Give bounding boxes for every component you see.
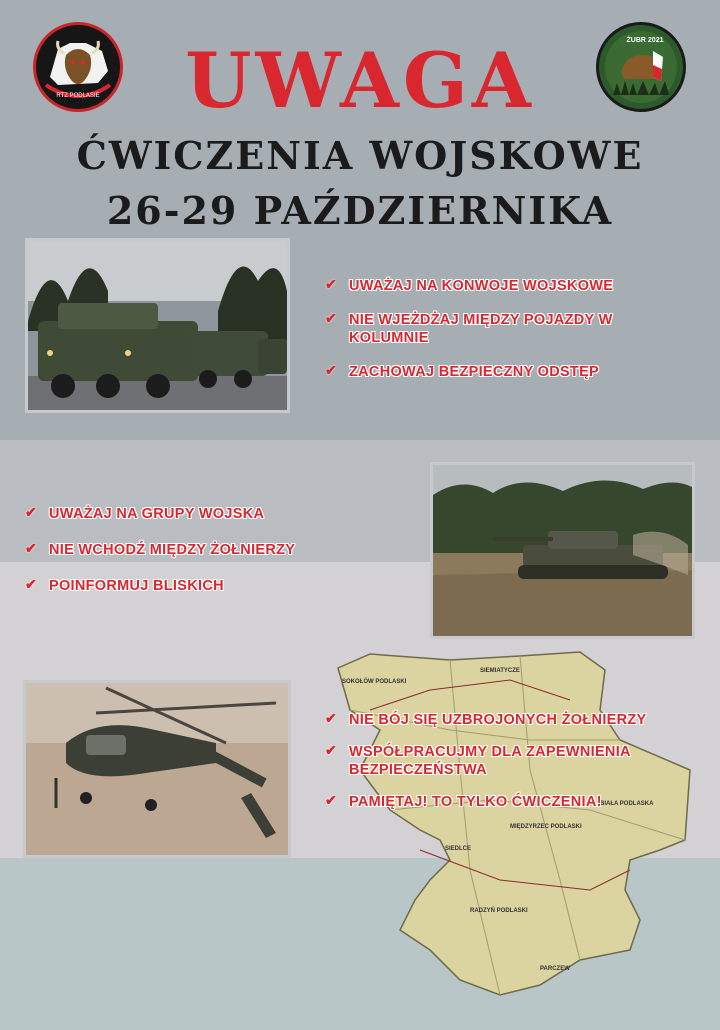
- check-icon: ✔: [25, 540, 37, 556]
- list-item: [325, 711, 705, 729]
- bullet-text: UWAŻAJ NA KONWOJE WOJSKOWE: [349, 278, 614, 294]
- logo-left-text: RTZ PODLASIE: [56, 93, 100, 99]
- bullet-text: UWAŻAJ NA GRUPY WOJSKA: [49, 506, 265, 522]
- bullet-list-troops: [25, 505, 405, 595]
- map-label: PARCZEW: [540, 966, 570, 972]
- page-title: UWAGA: [185, 36, 535, 125]
- list-item: [325, 363, 695, 381]
- list-item: [325, 793, 705, 811]
- map-label: BIAŁA PODLASKA: [600, 801, 654, 807]
- bullet-text: NIE WCHODŹ MIĘDZY ŻOŁNIERZY: [49, 542, 296, 558]
- bullet-list-convoy: [325, 277, 695, 381]
- bullet-text: WSPÓŁPRACUJMY DLA ZAPEWNIENIA BEZPIECZEŃSTWA: [349, 744, 631, 778]
- map-label: SIEDLCE: [445, 846, 472, 852]
- check-icon: ✔: [325, 362, 337, 378]
- check-icon: ✔: [325, 710, 337, 726]
- check-icon: ✔: [325, 742, 337, 758]
- check-icon: ✔: [325, 276, 337, 292]
- check-icon: ✔: [325, 310, 337, 326]
- bullet-text: NIE BÓJ SIĘ UZBROJONYCH ŻOŁNIERZY: [349, 712, 647, 728]
- list-item: [25, 577, 405, 595]
- list-item: [325, 311, 695, 347]
- map-label: SOKOŁÓW PODLASKI: [342, 679, 407, 685]
- check-icon: ✔: [25, 504, 37, 520]
- bullet-text: NIE WJEŻDŻAJ MIĘDZY POJAZDY W KOLUMNIE: [349, 312, 613, 346]
- region-map: [330, 650, 694, 1000]
- helicopter-photo: [23, 680, 291, 858]
- bullet-text: ZACHOWAJ BEZPIECZNY ODSTĘP: [349, 364, 600, 380]
- check-icon: ✔: [25, 576, 37, 592]
- map-label: RADZYŃ PODLASKI: [470, 908, 528, 914]
- list-item: [325, 277, 695, 295]
- bullet-text: PAMIĘTAJ! TO TYLKO ĆWICZENIA!: [349, 794, 602, 810]
- list-item: [325, 743, 705, 779]
- page-subtitle-line2: 26-29 PAŹDZIERNIKA: [106, 188, 614, 233]
- page-subtitle-line1: ĆWICZENIA WOJSKOWE: [76, 133, 644, 178]
- logo-right-text: ŻUBR 2021: [626, 37, 664, 44]
- bullet-text: POINFORMUJ BLISKICH: [49, 578, 224, 594]
- check-icon: ✔: [325, 792, 337, 808]
- map-label: MIĘDZYRZEC PODLASKI: [510, 824, 582, 830]
- list-item: [25, 541, 405, 559]
- tank-field-photo: [430, 462, 695, 639]
- list-item: [25, 505, 405, 523]
- map-label: SIEMIATYCZE: [480, 668, 520, 674]
- bullet-list-cooperation: [325, 711, 705, 811]
- armored-convoy-photo: [25, 238, 290, 413]
